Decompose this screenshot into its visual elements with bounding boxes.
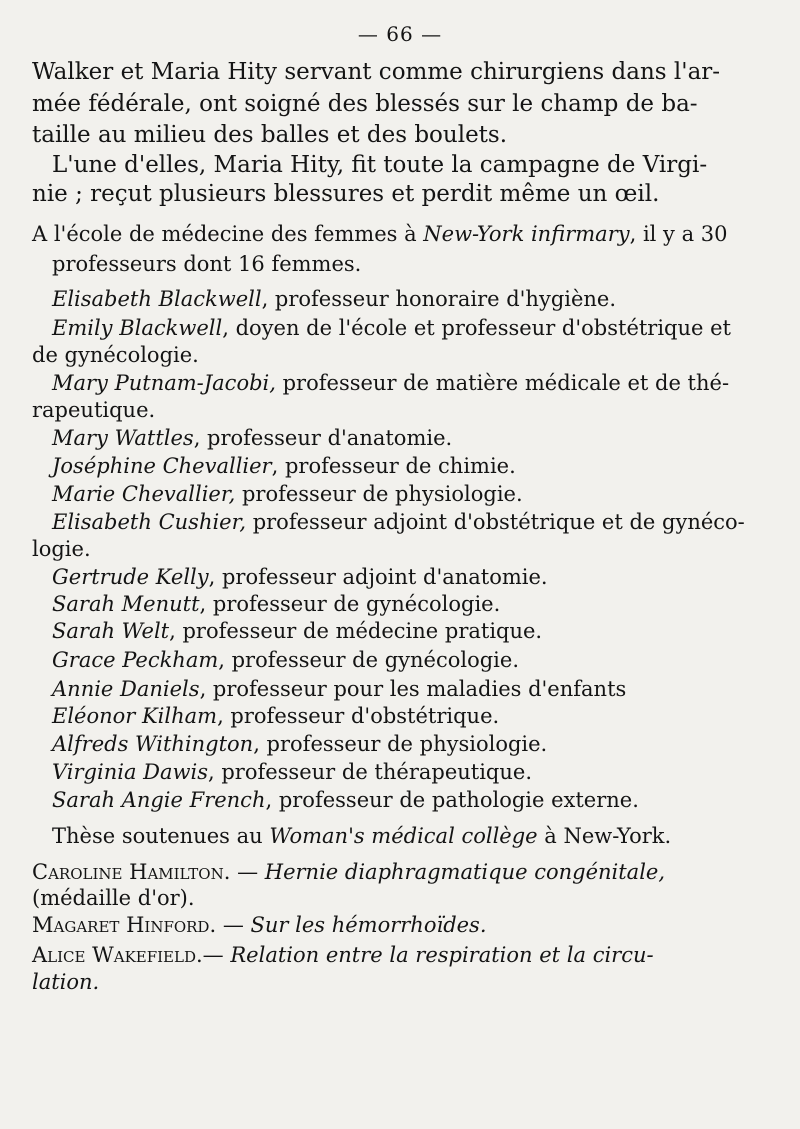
professor-name: Alfreds Withington [52,732,254,756]
professor-name: Mary Putnam-Jacobi, [52,371,276,395]
professor-role: , professeur d'obstétrique. [217,704,500,728]
theses-heading [52,822,671,850]
thesis-dash: — [216,913,251,937]
professor-entry-continued: de gynécologie. [32,343,199,367]
thesis-title: Sur les hémorrhoïdes. [250,913,487,937]
page-number: — 66 — [357,22,443,46]
professor-entry [52,480,523,508]
professor-name: Sarah Angie French [52,788,266,812]
professor-entry [52,617,542,645]
professor-entry [52,314,731,342]
thesis-entry-continued: (médaille d'or). [32,886,195,910]
professor-role: , professeur adjoint d'anatomie. [208,565,548,589]
professor-entry [52,563,548,591]
professor-name: Gertrude Kelly [52,565,209,589]
paragraph1-line1: Walker et Maria Hity servant comme chirurgiens dans l'ar- [32,59,721,85]
thesis-entry [32,858,665,886]
professor-entry [52,369,729,397]
intro-line2: professeurs dont 16 femmes. [52,252,362,276]
thesis-entry [32,941,654,969]
professor-role: professeur de matière médicale et de thé- [275,371,730,395]
theses-heading-text: Thèse soutenues au [52,824,270,848]
professor-name: Joséphine Chevallier [52,454,272,478]
theses-city: à New-York. [537,824,672,848]
professor-role: , professeur pour les maladies d'enfants [199,677,627,701]
professor-role: professeur adjoint d'obstétrique et de gynéco- [246,510,745,534]
professor-entry [52,758,532,786]
paragraph1-line3: taille au milieu des balles et des boulets. [32,122,508,148]
professor-entry [52,424,452,452]
professor-entry-continued: rapeutique. [32,398,156,422]
professor-role: professeur de physiologie. [235,482,523,506]
professor-entry-continued: logie. [32,537,91,561]
professor-name: Grace Peckham [52,648,219,672]
professor-role: , professeur d'anatomie. [193,426,453,450]
intro-line1 [32,220,728,248]
professor-role: , professeur de physiologie. [253,732,548,756]
professor-role: , professeur honoraire d'hygiène. [261,287,617,311]
professor-name: Emily Blackwell [52,316,223,340]
professor-role: , professeur de médecine pratique. [169,619,543,643]
thesis-entry-continued: lation. [32,970,100,994]
thesis-author: Caroline Hamilton. [32,860,231,884]
intro-text: A l'école de médecine des femmes à [32,222,424,246]
professor-name: Eléonor Kilham [52,704,218,728]
paragraph2-line2: nie ; reçut plusieurs blessures et perdit même un œil. [32,181,660,207]
intro-institution: New-York infirmary [423,222,630,246]
thesis-dash: — [202,943,231,967]
paragraph2-line1: L'une d'elles, Maria Hity, fit toute la campagne de Virgi- [52,152,708,178]
paragraph1-line2: mée fédérale, ont soigné des blessés sur le champ de ba- [32,91,698,117]
thesis-author: Magaret Hinford. [32,913,217,937]
professor-entry [52,730,547,758]
thesis-entry [32,911,487,939]
professor-name: Elisabeth Cushier, [52,510,247,534]
thesis-title: Hernie diaphragmatique congénitale, [264,860,666,884]
professor-name: Virginia Dawis [52,760,208,784]
professor-entry [52,508,745,536]
professor-entry [52,646,519,674]
professor-name: Mary Wattles [52,426,194,450]
thesis-dash: — [230,860,265,884]
professor-role: , professeur de gynécologie. [199,592,501,616]
professor-role: , professeur de thérapeutique. [207,760,532,784]
thesis-title: Relation entre la respiration et la circu- [230,943,654,967]
professor-name: Elisabeth Blackwell [52,287,262,311]
theses-college: Woman's médical collège [269,824,538,848]
professor-entry [52,452,516,480]
professor-name: Sarah Welt [52,619,170,643]
professor-name: Marie Chevallier, [52,482,236,506]
professor-role: , professeur de pathologie externe. [265,788,639,812]
thesis-author: Alice Wakefield. [32,943,203,967]
professor-name: Annie Daniels [52,677,200,701]
professor-entry [52,786,639,814]
professor-entry [52,590,500,618]
professor-role: , professeur de chimie. [271,454,516,478]
professor-entry [52,702,499,730]
professor-entry [52,675,626,703]
professor-role: , professeur de gynécologie. [218,648,519,672]
professor-name: Sarah Menutt [52,592,200,616]
professor-entry [52,285,616,313]
intro-count: , il y a 30 [629,222,728,246]
professor-role: , doyen de l'école et professeur d'obstétrique et [222,316,731,340]
